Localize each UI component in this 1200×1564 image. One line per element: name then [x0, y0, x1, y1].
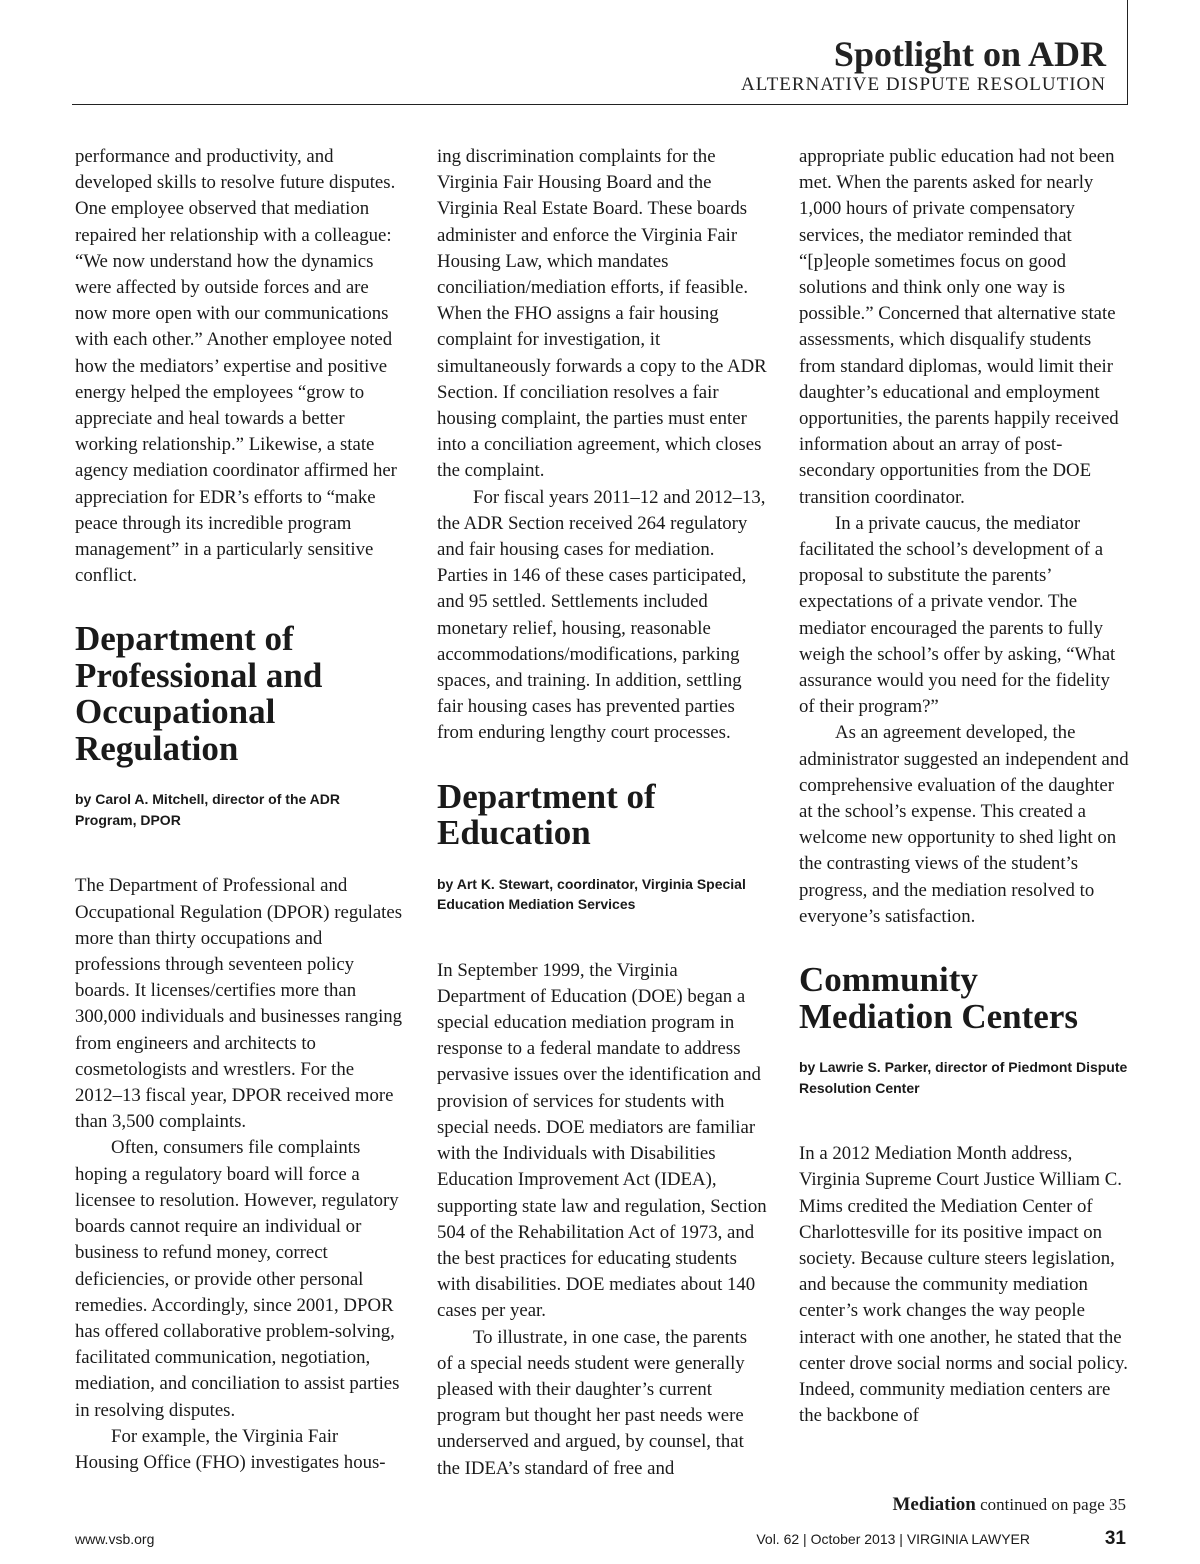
- header-subtitle: ALTERNATIVE DISPUTE RESOLUTION: [741, 74, 1106, 95]
- paragraph: In a 2012 Mediation Month address, Virginia Supreme Court Justice William C. Mims credited the Mediation Center of Charlottesville for its positive impact on society. Because culture steers legislation, and because the community mediation center’s work changes the way people interact with one another, he stated that the center drove social norms and social policy. Indeed, community mediation centers are the backbone of: [799, 1143, 1128, 1427]
- page-number: 31: [1104, 1528, 1126, 1549]
- byline-community: by Lawrie S. Parker, director of Piedmont Dispute Resolution Center: [799, 1059, 1128, 1096]
- paragraph: The Department of Professional and Occupational Regulation (DPOR) regulates more than thirty occupations and professions through seventeen policy boards. It licenses/certifies more than 300,000 individuals and businesses ranging from engineers and architects to cosmetologists and wrestlers. For the 2012–13 fiscal year, DPOR received more than 3,500 complaints.: [75, 875, 403, 1133]
- header-vertical-rule: [1127, 0, 1128, 105]
- paragraph: In a private caucus, the mediator facilitated the school’s development of a proposal to substitute the parents’ expectations of a private vendor. The mediator encouraged the parents to fully weigh the school’s offer by asking, “What assurance would you need for the fidelity of their program?”: [799, 512, 1116, 718]
- paragraph: For fiscal years 2011–12 and 2012–13, the ADR Section received 264 regulatory and fair housing cases for mediation. Parties in 146 of these cases participated, and 95 settled. Settlements included monetary relief, housing, reasonable accommodations/modifications, parking spaces, and training. In addition, settling fair housing cases has prevented parties from enduring lengthy court processes.: [437, 486, 766, 744]
- paragraph: Often, consumers file complaints hoping a regulatory board will force a licensee to resolution. However, regulatory boards cannot require an individual or business to refund money, correct deficiencies, or provide other personal remedies. Accordingly, since 2001, DPOR has offered collaborative problem-solving, facilitated communication, negotiation, mediation, and conciliation to assist parties in resolving disputes.: [75, 1137, 400, 1421]
- continued-word: Mediation: [892, 1494, 976, 1515]
- column-1: [75, 144, 403, 1476]
- continued-text: continued on page 35: [980, 1495, 1126, 1514]
- paragraph: To illustrate, in one case, the parents of a special needs student were generally pleased with their daughter’s current program but thought her past needs were underserved and argued, by counsel, that the IDEA’s standard of free and: [437, 1326, 748, 1479]
- footer-issue: Vol. 62 | October 2013 | VIRGINIA LAWYER: [756, 1531, 1030, 1547]
- byline-dpor: by Carol A. Mitchell, director of the ADR Program, DPOR: [75, 791, 340, 828]
- paragraph: As an agreement developed, the administrator suggested an independent and comprehensive evaluation of the daughter at the school’s expense. This created a welcome new opportunity to shed light on the contrasting views of the student’s progress, and the mediation resolved to everyone’s satisfaction.: [799, 722, 1129, 927]
- paragraph: For example, the Virginia Fair Housing Office (FHO) investigates hous-: [75, 1425, 386, 1473]
- section-heading-dpor: Department of Professional and Occupational Regulation: [75, 619, 323, 768]
- header-title: Spotlight on ADR: [833, 34, 1106, 74]
- section-heading-doe: Department of Education: [437, 776, 656, 853]
- page-header: [741, 34, 1106, 96]
- byline-doe: by Art K. Stewart, coordinator, Virginia Special Education Mediation Services: [437, 875, 746, 913]
- header-rule: [72, 104, 1128, 105]
- paragraph: ing discrimination complaints for the Virginia Fair Housing Board and the Virginia Real Estate Board. These boards administer and enforce the Virginia Fair Housing Law, which mandates conciliation/mediation efforts, if feasible. When the FHO assigns a fair housing complaint for investigation, it simultaneously forwards a copy to the ADR Section. If conciliation resolves a fair housing complaint, the parties must enter into a conciliation agreement, which closes the complaint.: [437, 146, 767, 482]
- paragraph: appropriate public education had not been met. When the parents asked for nearly 1,000 hours of private compensatory services, the mediator reminded that “[p]eople sometimes focus on good solutions and think only one way is possible.” Concerned that alternative state assessments, which disqualify students from standard diplomas, would limit their daughter’s educational and employment opportunities, the parents happily received information about an array of post-secondary opportunities from the DOE transition coordinator.: [799, 146, 1119, 508]
- column-3: [799, 144, 1129, 1429]
- section-heading-community: Community Mediation Centers: [799, 960, 1078, 1036]
- paragraph: In September 1999, the Virginia Department of Education (DOE) began a special education mediation program in response to a federal mandate to address pervasive issues over the identification and provision of services for students with special needs. DOE mediators are familiar with the Individuals with Disabilities Education Improvement Act (IDEA), supporting state law and regulation, Section 504 of the Rehabilitation Act of 1973, and the best practices for educating students with disabilities. DOE mediates about 140 cases per year.: [437, 959, 767, 1322]
- paragraph: performance and productivity, and developed skills to resolve future disputes. One employee observed that mediation repaired her relationship with a colleague: “We now understand how the dynamics were affected by outside forces and are now more open with our communications with each other.” Another employee noted how the mediators’ expertise and positive energy helped the employees “grow to appreciate and heal towards a better working relationship.” Likewise, a state agency mediation coordinator affirmed her appreciation for EDR’s efforts to “make peace through its incredible program management” in a particularly sensitive conflict.: [75, 146, 397, 587]
- column-2: [437, 144, 767, 1482]
- footer-website: www.vsb.org: [75, 1531, 155, 1547]
- continued-note: [892, 1494, 1126, 1516]
